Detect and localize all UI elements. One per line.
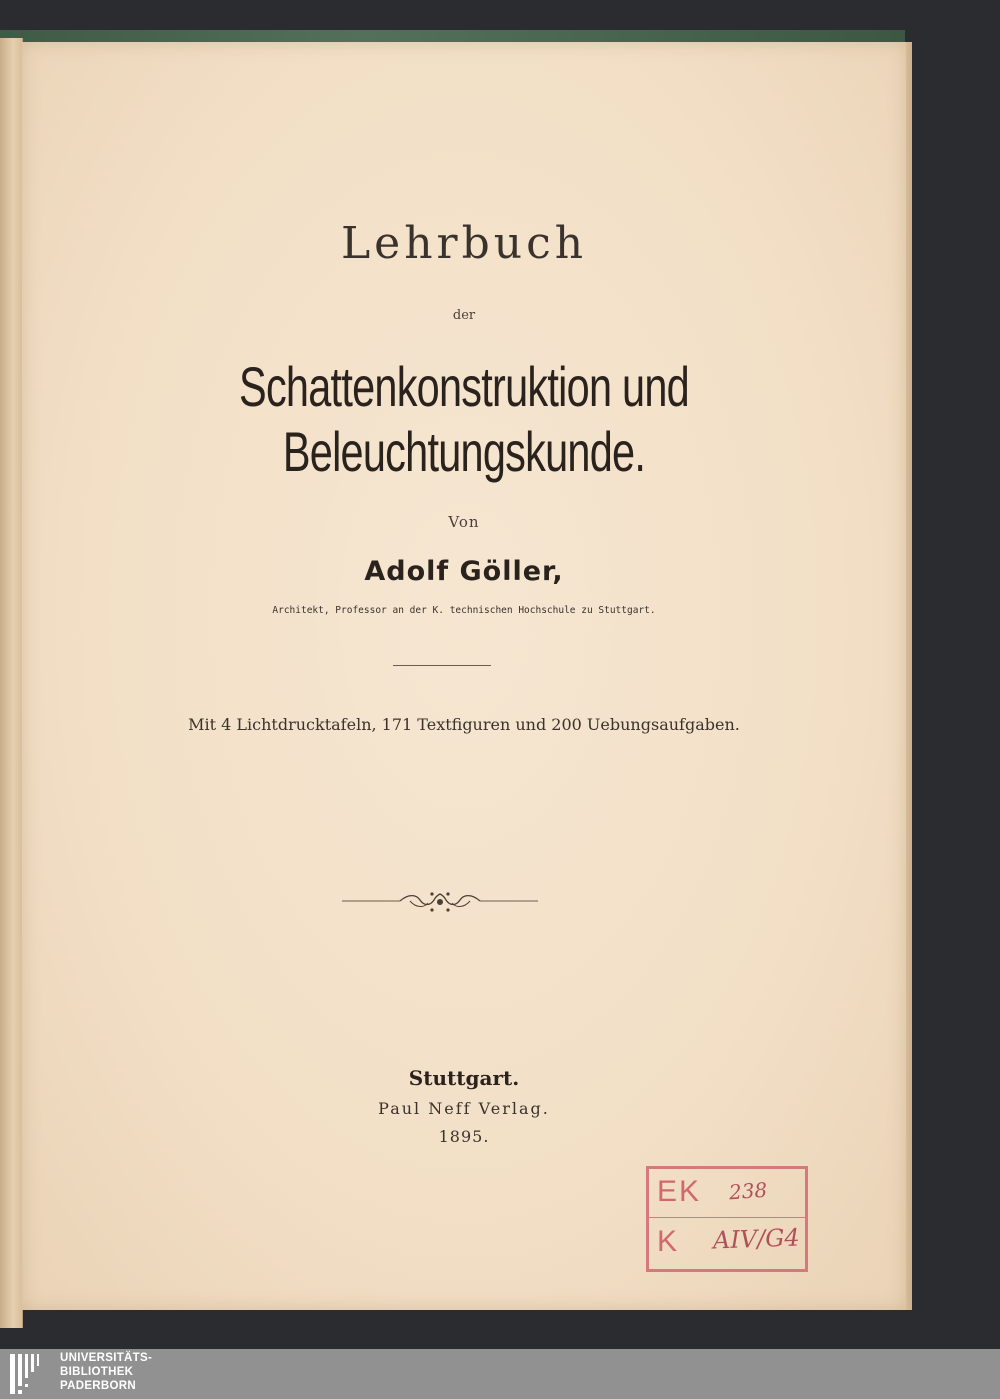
- stamp-row: [649, 1169, 805, 1218]
- stamp-handwritten-number: 238: [728, 1177, 768, 1205]
- footer-bar: [0, 1349, 1000, 1399]
- left-page-edge: [0, 38, 23, 1328]
- publication-place: Stuttgart.: [408, 1066, 520, 1090]
- logo-line: UNIVERSITÄTS-: [60, 1352, 153, 1364]
- main-title: Schattenkonstruktion und Beleuchtungskunde.: [239, 355, 689, 483]
- library-stamp: [646, 1166, 808, 1272]
- contents-line: Mit 4 Lichtdrucktafeln, 171 Textfiguren und 200 Uebungsaufgaben.: [188, 715, 740, 734]
- stamp-code: K: [657, 1225, 680, 1258]
- library-logo-icon: [8, 1352, 52, 1396]
- title-page: [22, 42, 906, 1310]
- divider-rule: [393, 665, 491, 666]
- title-top: Lehrbuch: [340, 218, 588, 269]
- title-connector: der: [452, 308, 476, 323]
- author-description: Architekt, Professor an der K. technischen Hochschule zu Stuttgart.: [272, 605, 656, 616]
- logo-line: BIBLIOTHEK: [60, 1366, 134, 1378]
- author-name: Adolf Göller,: [364, 556, 564, 587]
- publisher: Paul Neff Verlag.: [378, 1099, 550, 1118]
- stamp-row: [649, 1219, 805, 1267]
- by-line: Von: [448, 513, 480, 531]
- publication-year: 1895.: [438, 1127, 490, 1146]
- library-logo-text[interactable]: [60, 1351, 152, 1393]
- stamp-handwritten-number: AIV/G4: [712, 1223, 801, 1255]
- logo-line: PADERBORN: [60, 1380, 136, 1392]
- ornament-icon: [340, 886, 540, 916]
- stamp-code: EK: [657, 1175, 702, 1208]
